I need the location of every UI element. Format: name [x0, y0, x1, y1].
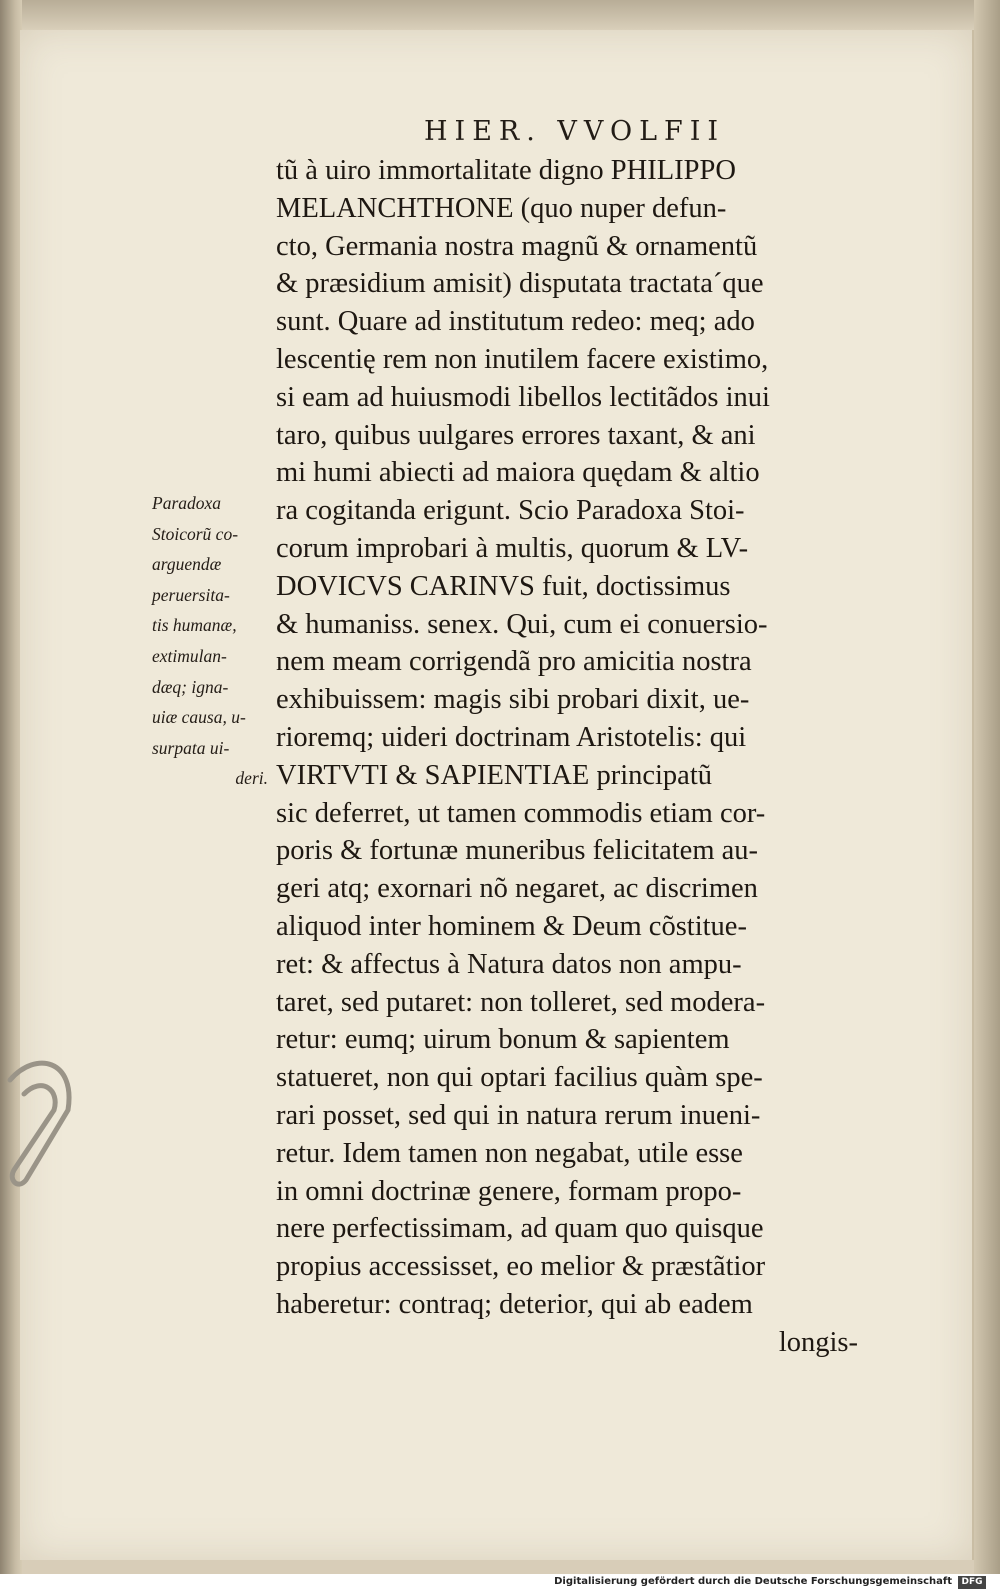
text-line: haberetur: contraq; deterior, qui ab eadem: [276, 1288, 753, 1320]
text-line: & humaniss. senex. Qui, cum ei conuersio-: [276, 608, 768, 640]
margin-line: dæq; igna-: [152, 676, 229, 697]
text-line: poris & fortunæ muneribus felicitatem au-: [276, 835, 759, 867]
text-line: nere perfectissimam, ad quam quo quisque: [276, 1213, 764, 1245]
text-line: propius accessisset, eo melior & præstãtior: [276, 1251, 766, 1283]
marginal-note: [152, 488, 268, 794]
text-line: nem meam corrigendã pro amicitia nostra: [276, 646, 752, 678]
book-binding-edge: [0, 0, 22, 1574]
margin-line: Paradoxa: [152, 493, 222, 513]
book-fore-edge: [974, 0, 1000, 1574]
margin-line: uiæ causa, u-: [152, 707, 246, 728]
text-line: ra cogitanda erigunt. Scio Paradoxa Stoi-: [276, 495, 745, 527]
text-line: si eam ad huiusmodi libellos lectitãdos inui: [276, 381, 770, 413]
text-line: ret: & affectus à Natura datos non ampu-: [276, 948, 742, 980]
text-line: DOVICVS CARINVS fuit, doctissimus: [276, 570, 731, 602]
margin-line: surpata ui-: [152, 737, 230, 758]
dfg-logo: DFG: [958, 1576, 986, 1589]
text-line: aliquod inter hominem & Deum cõstitue-: [276, 910, 747, 942]
text-line: taro, quibus uulgares errores taxant, & ani: [276, 419, 756, 451]
paper-clip-icon: [6, 1040, 74, 1190]
digitization-footer: [0, 1574, 1000, 1592]
catchword: longis-: [778, 1326, 858, 1358]
text-line: corum improbari à multis, quorum & LV-: [276, 532, 749, 564]
text-line: sunt. Quare ad institutum redeo: meq; ado: [276, 306, 755, 338]
text-line: geri atq; exornari nõ negaret, ac discrimen: [276, 873, 758, 905]
margin-line: peruersita-: [152, 584, 230, 605]
text-line: cto, Germania nostra magnũ & ornamentũ: [276, 230, 758, 262]
text-line: MELANCHTHONE (quo nuper defun-: [276, 192, 727, 224]
text-line: rari posset, sed qui in natura rerum inueni-: [276, 1099, 761, 1131]
text-line: retur. Idem tamen non negabat, utile esse: [276, 1137, 743, 1169]
text-line: statueret, non qui optari facilius quàm spe-: [276, 1062, 763, 1094]
text-line: exhibuissem: magis sibi probari dixit, ue-: [276, 684, 750, 716]
text-line: in omni doctrinæ genere, formam propo-: [276, 1175, 742, 1207]
text-line: & præsidium amisit) disputata tractata´que: [276, 268, 764, 300]
running-head: HIER. VVOLFII: [424, 116, 726, 147]
margin-line: Stoicorũ co-: [152, 523, 239, 544]
text-line: VIRTVTI & SAPIENTIAE principatũ: [276, 759, 713, 791]
funding-credit: Digitalisierung gefördert durch die Deutsche Forschungsgemeinschaft: [554, 1576, 952, 1587]
text-line: lescentię rem non inutilem facere existimo,: [276, 343, 769, 375]
text-line: tũ à uiro immortalitate digno PHILIPPO: [276, 155, 736, 186]
margin-line: deri.: [235, 768, 268, 789]
text-line: mi humi abiecti ad maiora quędam & altio: [276, 457, 760, 489]
margin-line: arguendæ: [152, 554, 222, 575]
text-line: sic deferret, ut tamen commodis etiam cor-: [276, 797, 766, 829]
margin-line: tis humanæ,: [152, 615, 237, 636]
main-text-block: [276, 152, 858, 1362]
book-top-edge: [0, 0, 1000, 30]
text-line: rioremq; uideri doctrinam Aristotelis: qui: [276, 721, 747, 753]
margin-line: extimulan-: [152, 645, 227, 666]
text-line: retur: eumq; uirum bonum & sapientem: [276, 1024, 730, 1056]
text-line: taret, sed putaret: non tolleret, sed modera-: [276, 986, 766, 1018]
